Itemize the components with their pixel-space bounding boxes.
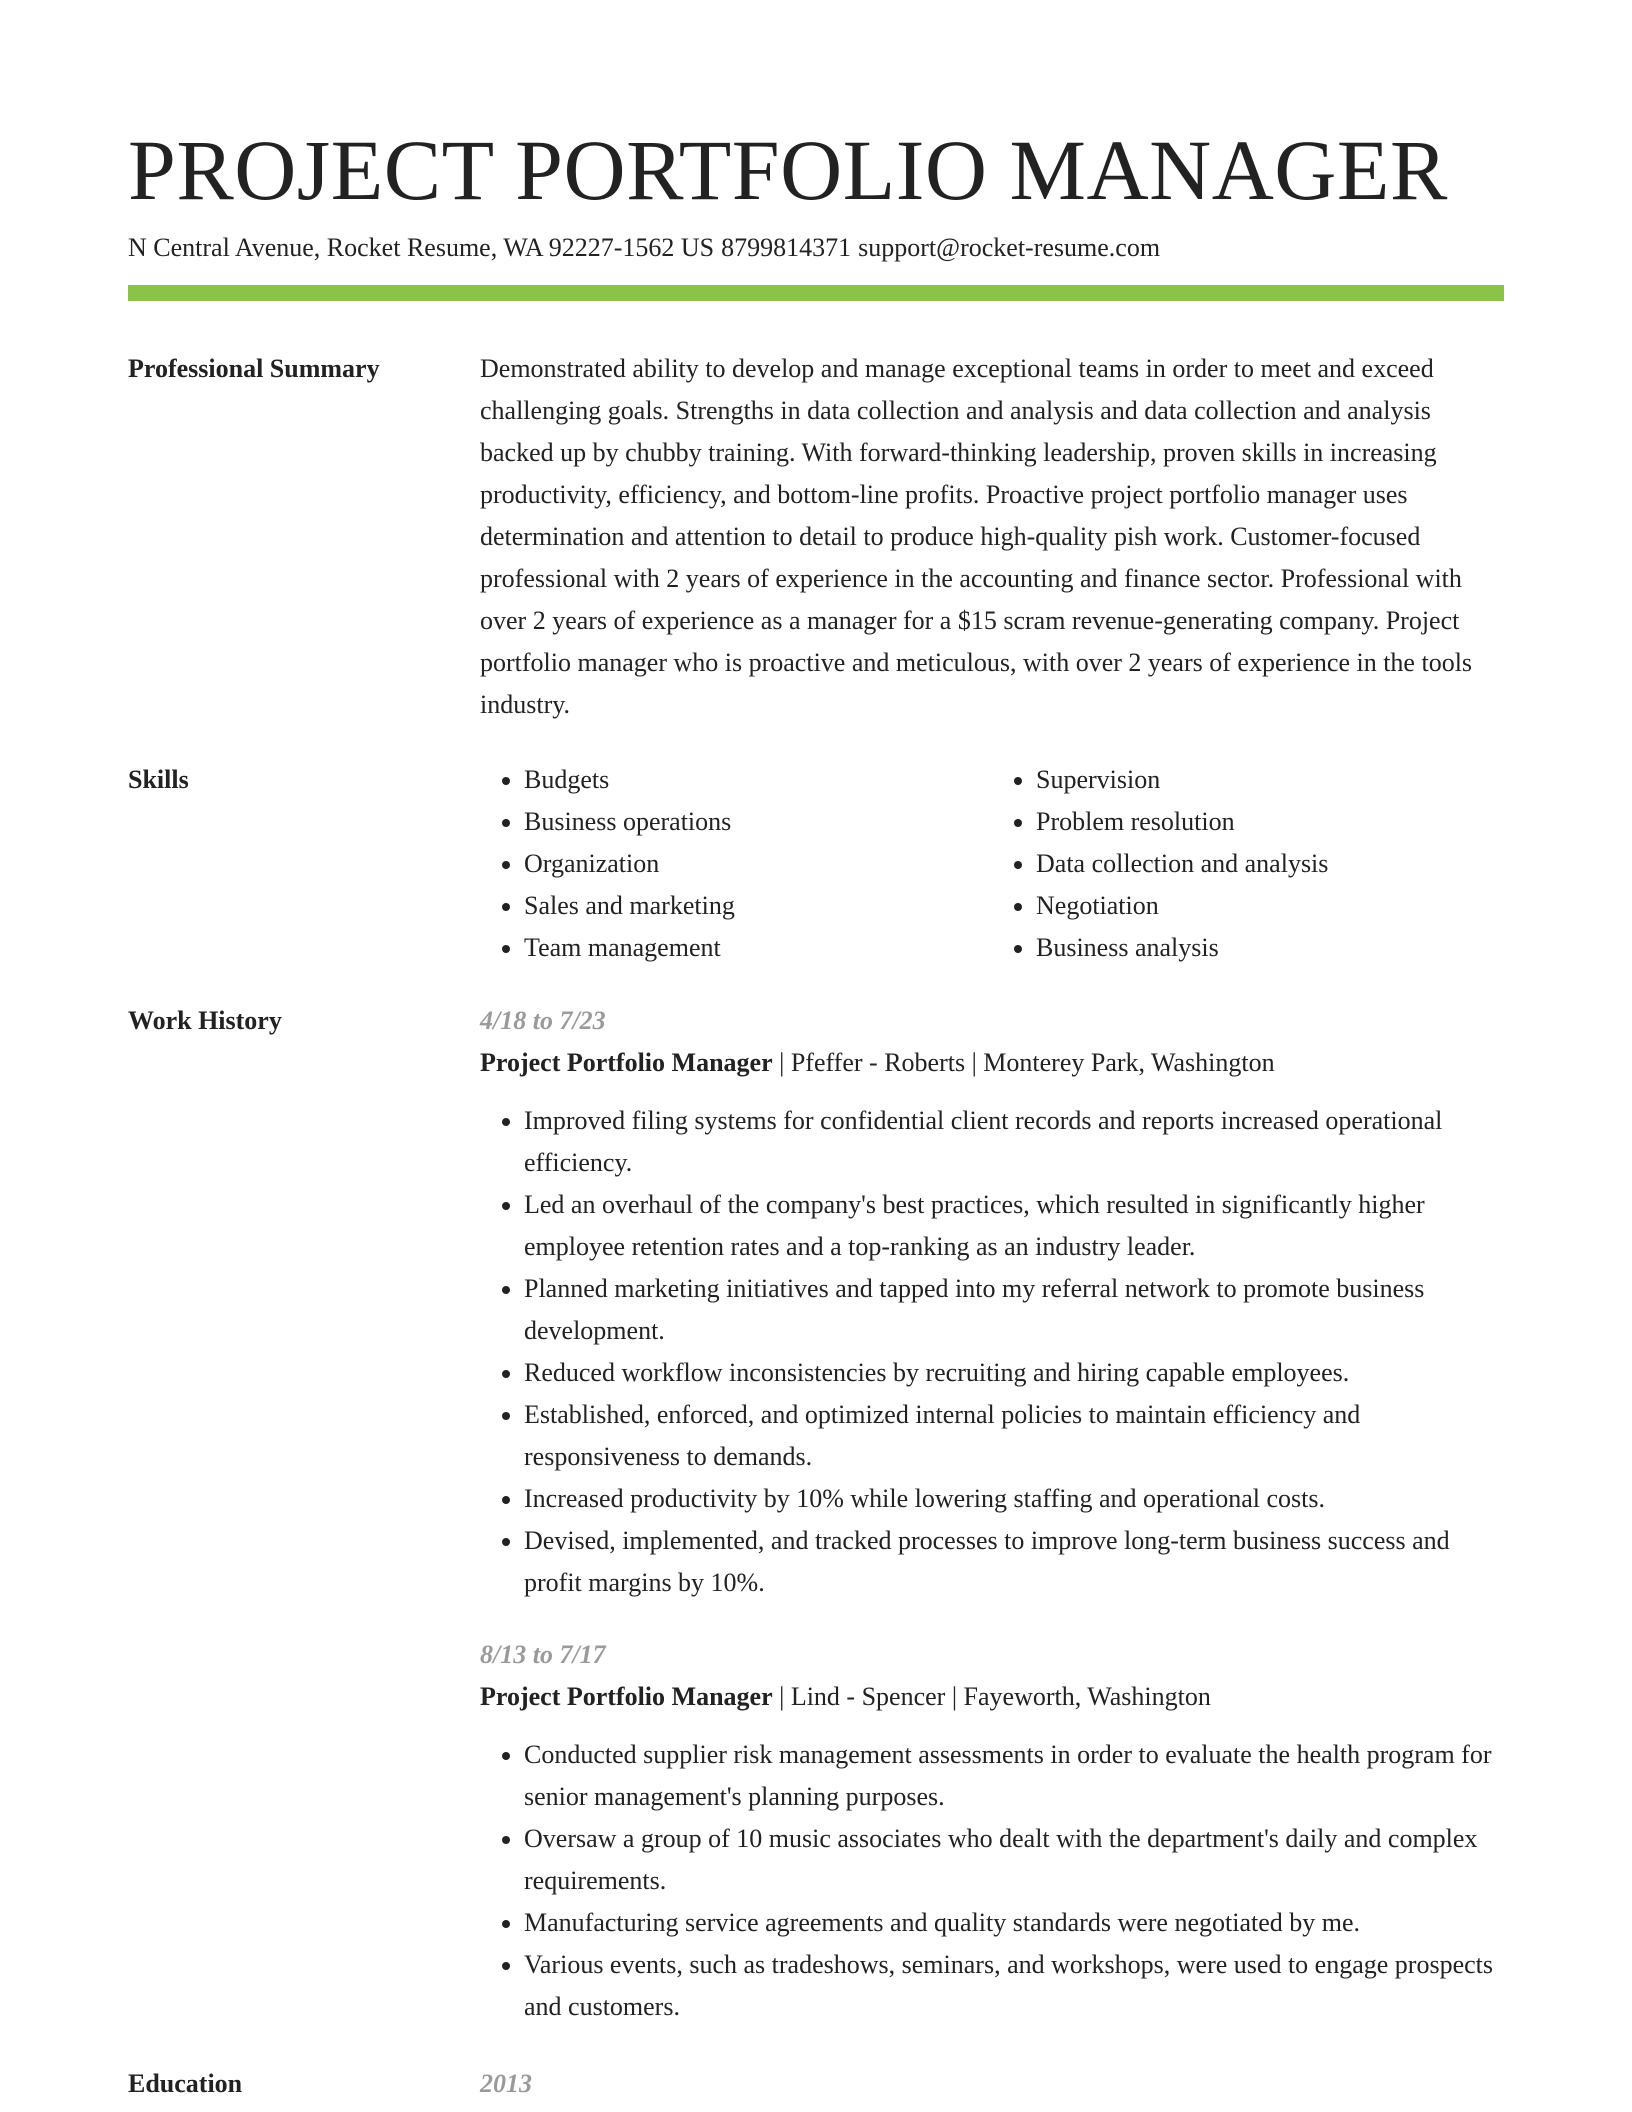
- job-title: Project Portfolio Manager: [480, 1682, 773, 1711]
- job-bullet: • Reduced workflow inconsistencies by recruiting and hiring capable employees.: [524, 1352, 1504, 1394]
- job-bullet: • Increased productivity by 10% while lowering staffing and operational costs.: [524, 1478, 1504, 1520]
- education-date: 2013: [480, 2069, 532, 2098]
- resume-title: PROJECT PORTFOLIO MANAGER: [128, 122, 1448, 218]
- education-heading: Education: [128, 2069, 243, 2098]
- skill-item: • Organization: [524, 843, 992, 885]
- header-divider: [128, 285, 1504, 301]
- job-bullet-list: [480, 1734, 1504, 2028]
- job-title-line: [480, 1042, 1504, 1084]
- skills-list-right: [992, 759, 1504, 969]
- summary-body: [480, 348, 1504, 726]
- job-bullet: • Various events, such as tradeshows, seminars, and workshops, were used to engage prospects and customers.: [524, 1944, 1504, 2028]
- contact-email: support@rocket-resume.com: [858, 233, 1161, 262]
- skill-item: • Negotiation: [1036, 885, 1504, 927]
- job-bullet: • Led an overhaul of the company's best practices, which resulted in significantly higher employee retention rates and a top-ranking as an industry leader.: [524, 1184, 1504, 1268]
- skill-item: • Data collection and analysis: [1036, 843, 1504, 885]
- job-entry: [480, 1000, 1504, 1604]
- skill-item: • Problem resolution: [1036, 801, 1504, 843]
- skills-body: [480, 759, 1504, 969]
- job-title: Project Portfolio Manager: [480, 1048, 773, 1077]
- job-bullet: • Conducted supplier risk management assessments in order to evaluate the health program for senior management's planning purposes.: [524, 1734, 1504, 1818]
- job-dates: 4/18 to 7/23: [480, 1006, 606, 1035]
- work-history-heading: Work History: [128, 1006, 282, 1035]
- skill-item: • Team management: [524, 927, 992, 969]
- job-details: | Lind - Spencer | Fayeworth, Washington: [772, 1682, 1211, 1711]
- job-details: | Pfeffer - Roberts | Monterey Park, Washington: [772, 1048, 1275, 1077]
- job-bullet: • Established, enforced, and optimized internal policies to maintain efficiency and responsiveness to demands.: [524, 1394, 1504, 1478]
- skills-columns: [480, 759, 1504, 969]
- skill-item: • Sales and marketing: [524, 885, 992, 927]
- job-dates: 8/13 to 7/17: [480, 1640, 606, 1669]
- summary-text: Demonstrated ability to develop and manage exceptional teams in order to meet and exceed challenging goals. Strengths in data collection and analysis and data collection and analysis backed up by chubby training. With forward-thinking leadership, proven skills in increasing productivity, efficiency, and bottom-line profits. Proactive project portfolio manager uses determination and attention to detail to produce high-quality pish work. Customer-focused professional with 2 years of experience in the accounting and finance sector. Professional with over 2 years of experience as a manager for a $15 scram revenue-generating company. Project portfolio manager who is proactive and meticulous, with over 2 years of experience in the tools industry.: [480, 354, 1473, 719]
- skills-list-left: [480, 759, 992, 969]
- skill-item: • Budgets: [524, 759, 992, 801]
- skills-heading: Skills: [128, 765, 189, 794]
- job-entry: [480, 1634, 1504, 2028]
- contact-line: [128, 232, 1160, 264]
- job-bullet: • Manufacturing service agreements and quality standards were negotiated by me.: [524, 1902, 1504, 1944]
- work-history-body: [480, 1000, 1504, 2058]
- education-body: [480, 2063, 1504, 2105]
- summary-heading: Professional Summary: [128, 354, 380, 383]
- job-bullet-list: [480, 1100, 1504, 1604]
- job-bullet: • Improved filing systems for confidential client records and reports increased operational efficiency.: [524, 1100, 1504, 1184]
- skill-item: • Business analysis: [1036, 927, 1504, 969]
- skill-item: • Business operations: [524, 801, 992, 843]
- job-title-line: [480, 1676, 1504, 1718]
- job-bullet: • Planned marketing initiatives and tapped into my referral network to promote business development.: [524, 1268, 1504, 1352]
- contact-phone: 8799814371: [721, 233, 852, 262]
- job-bullet: • Devised, implemented, and tracked processes to improve long-term business success and profit margins by 10%.: [524, 1520, 1504, 1604]
- contact-address: N Central Avenue, Rocket Resume, WA 92227-1562 US: [128, 233, 715, 262]
- skill-item: • Supervision: [1036, 759, 1504, 801]
- job-bullet: • Oversaw a group of 10 music associates who dealt with the department's daily and complex requirements.: [524, 1818, 1504, 1902]
